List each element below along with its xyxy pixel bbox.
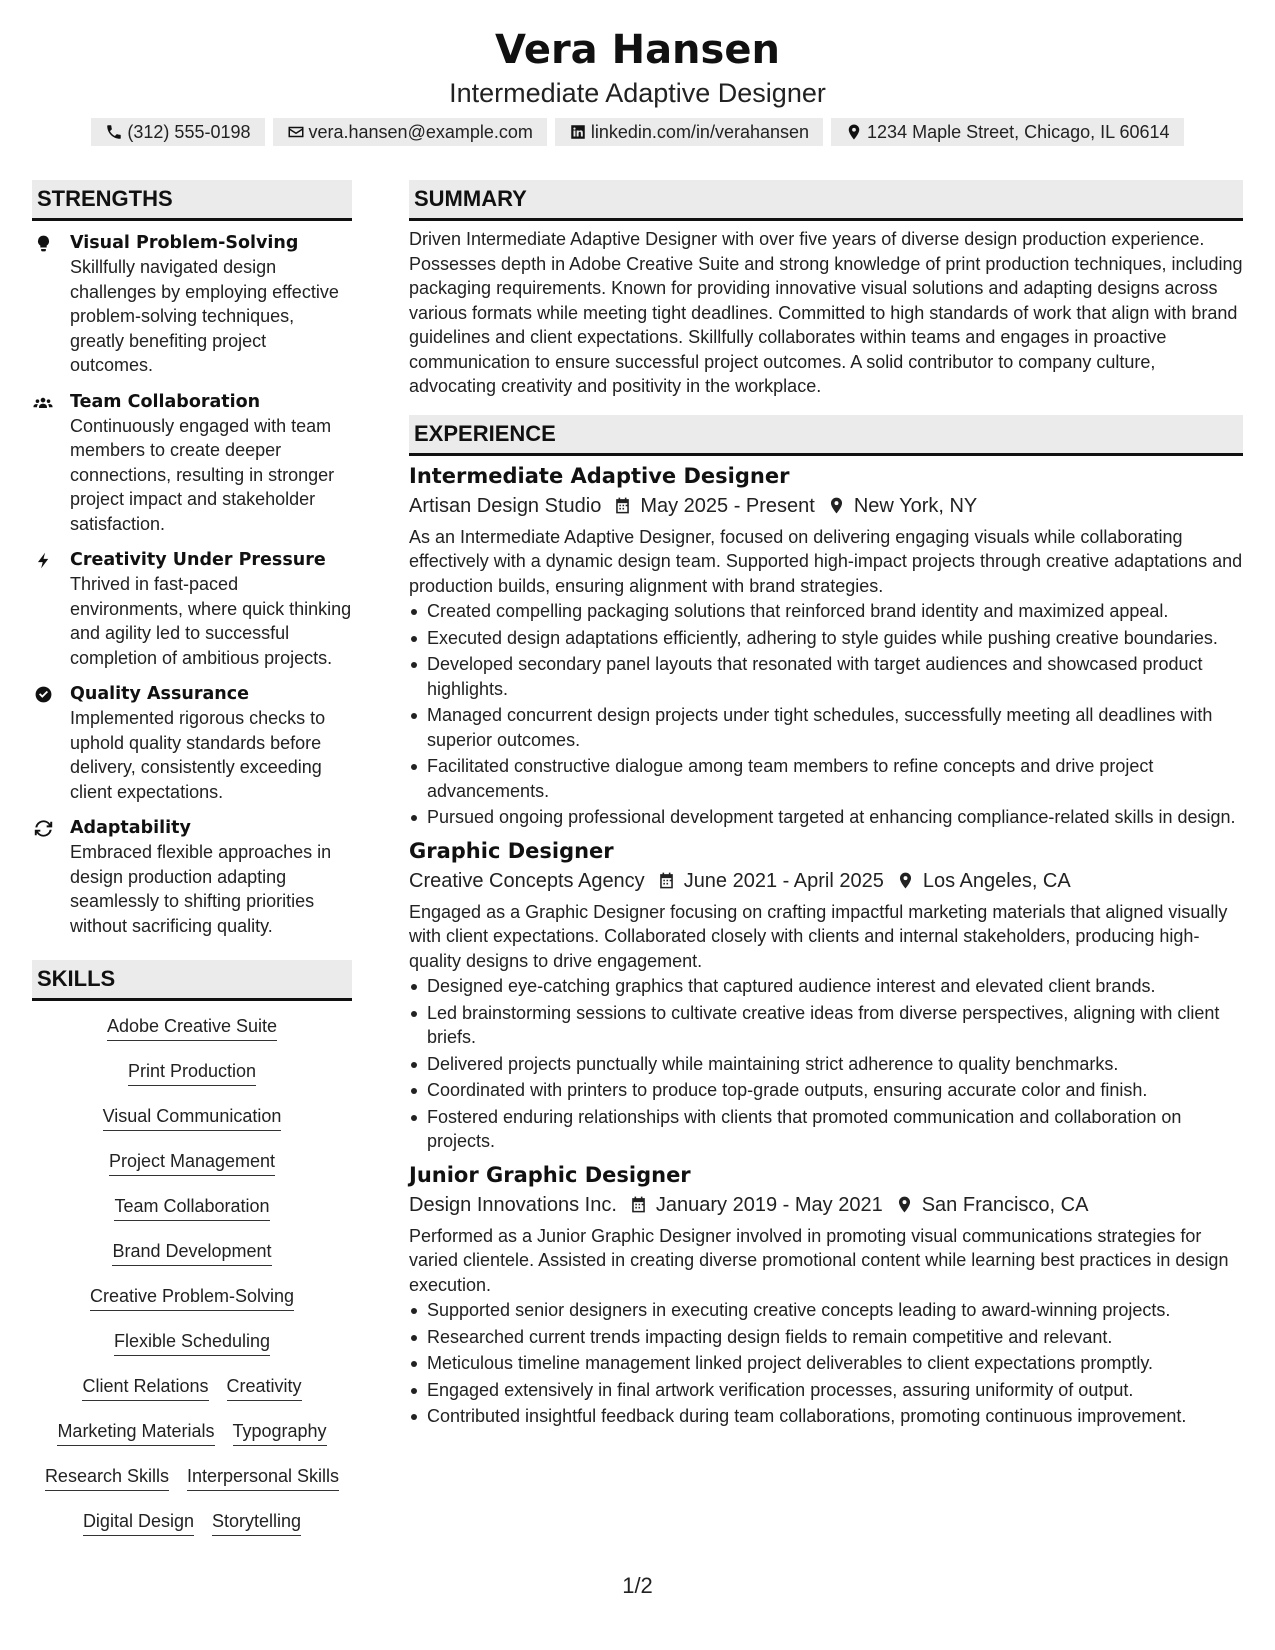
job-meta [409,1190,1243,1220]
job-title: Intermediate Adaptive Designer [409,463,790,488]
job-bullet: Engaged extensively in final artwork verification processes, assuring uniformity of output. [409,1378,1243,1403]
strength-title: Team Collaboration [70,391,261,412]
map-pin-icon [895,1195,914,1214]
job-bullet: Designed eye-catching graphics that captured audience interest and elevated client brands. [409,974,1243,999]
skill-tag: Digital Design [83,1508,194,1536]
job-bullet: Researched current trends impacting design fields to remain competitive and relevant. [409,1325,1243,1350]
job-location: Los Angeles, CA [922,869,1071,892]
skill-tag: Adobe Creative Suite [107,1013,277,1041]
job-bullet: Led brainstorming sessions to cultivate creative ideas from diverse perspectives, aligning with client briefs. [409,1001,1243,1050]
candidate-name: Vera Hansen [495,27,780,73]
job-description: Engaged as a Graphic Designer focusing on crafting impactful marketing materials that aligned visually with client expectations. Collaborated closely with clients and internal stakeholders, producing high-quality designs to drive engagement. [409,901,1228,971]
job-dates: January 2019 - May 2021 [655,1193,883,1216]
skill-tag: Creativity [227,1373,302,1401]
summary-heading: SUMMARY [409,180,1243,221]
strength-item [32,816,352,938]
skill-tag: Creative Problem-Solving [90,1283,294,1311]
skills-list [32,1013,352,1553]
job-bullet: Coordinated with printers to produce top-grade outputs, ensuring accurate color and finish. [409,1078,1243,1103]
refresh-icon [34,819,53,838]
linkedin-icon [569,123,587,141]
job-meta [409,866,1243,896]
job-bullets [409,599,1243,830]
skill-tag: Interpersonal Skills [187,1463,339,1491]
strength-title: Creativity Under Pressure [70,550,326,570]
job-bullet: Delivered projects punctually while maintaining strict adherence to quality benchmarks. [409,1052,1243,1077]
job-bullet: Fostered enduring relationships with clients that promoted communication and collaboration on projects. [409,1105,1243,1154]
skill-tag: Project Management [109,1148,275,1176]
summary-text: Driven Intermediate Adaptive Designer with over five years of diverse design production experience. Possesses depth in Adobe Creative Suite and strong knowledge of print production techniques, including packaging requirements. Known for providing innovative visual solutions and adapting designs across various formats while meeting tight deadlines. Committed to high standards of work that align with brand guidelines and client expectations. Skillfully collaborates within teams and engages in proactive communication to ensure successful project outcomes. A solid contributor to company culture, advocating creativity and positivity in the workplace. [409,229,1243,396]
skill-tag: Visual Communication [103,1103,282,1131]
strength-item [32,682,352,804]
phone-icon [105,123,123,141]
strengths-list [32,231,352,938]
job-meta [409,491,1243,521]
skill-tag: Flexible Scheduling [114,1328,270,1356]
candidate-role: Intermediate Adaptive Designer [449,78,826,108]
job-location: San Francisco, CA [921,1193,1089,1216]
job-company: Artisan Design Studio [409,494,602,517]
job-dates: May 2025 - Present [640,494,815,517]
calendar-icon [613,496,632,515]
strength-title: Quality Assurance [70,684,249,704]
strength-desc: Thrived in fast-paced environments, where quick thinking and agility led to successful completion of ambitious projects. [70,574,352,668]
skill-tag: Print Production [128,1058,256,1086]
job-bullet: Contributed insightful feedback during team collaborations, promoting continuous improvement. [409,1404,1243,1429]
job-bullets [409,974,1243,1154]
page-number: 1/2 [622,1573,653,1598]
job-dates: June 2021 - April 2025 [683,869,884,892]
job-description: As an Intermediate Adaptive Designer, focused on delivering engaging visuals while collaborating effectively with a dynamic design team. Supported high-impact projects through creative adaptations and production builds, ensuring alignment with brand strategies. [409,526,1243,596]
skills-heading: SKILLS [32,960,352,1001]
job-location: New York, NY [853,494,978,517]
strength-item [32,548,352,670]
contact-linkedin[interactable] [555,118,823,146]
contact-email[interactable] [273,118,547,146]
job-company: Creative Concepts Agency [409,869,645,892]
strengths-heading: STRENGTHS [32,180,352,221]
skill-tag: Typography [233,1418,327,1446]
contact-address [831,118,1184,146]
skill-tag: Research Skills [45,1463,169,1491]
job-bullet: Created compelling packaging solutions that reinforced brand identity and maximized appeal. [409,599,1243,624]
skill-tag: Storytelling [212,1508,301,1536]
strength-title: Adaptability [70,818,191,838]
strength-title: Visual Problem-Solving [70,233,299,253]
job-bullet: Executed design adaptations efficiently, adhering to style guides while pushing creative boundaries. [409,626,1243,651]
job-bullet: Pursued ongoing professional development targeted at enhancing compliance-related skills in design. [409,805,1243,830]
contact-phone[interactable] [91,118,264,146]
strength-desc: Skillfully navigated design challenges by employing effective problem-solving techniques, greatly benefiting project outcomes. [70,257,339,375]
right-column [409,180,1243,1435]
job-title: Graphic Designer [409,838,614,863]
skill-tag: Client Relations [82,1373,208,1401]
envelope-icon [287,123,305,141]
job-bullet: Meticulous timeline management linked project deliverables to client expectations promptly. [409,1351,1243,1376]
map-pin-icon [896,871,915,890]
strength-item [32,231,352,378]
map-pin-icon [827,496,846,515]
lightbulb-icon [34,234,53,253]
contact-bar [0,118,1275,146]
bolt-icon [34,551,53,570]
contact-email-text: vera.hansen@example.com [308,121,533,142]
experience-heading: EXPERIENCE [409,415,1243,456]
map-pin-icon [845,123,863,141]
strength-desc: Implemented rigorous checks to uphold quality standards before delivery, consistently exceeding client expectations. [70,708,326,802]
strength-item [32,390,352,537]
job-bullet: Supported senior designers in executing creative concepts leading to award-winning projects. [409,1298,1243,1323]
job-entry [409,1160,1243,1429]
calendar-icon [657,871,676,890]
skill-tag: Team Collaboration [114,1193,269,1221]
job-entry [409,461,1243,830]
contact-phone-text: (312) 555-0198 [127,121,251,142]
skill-tag: Marketing Materials [57,1418,214,1446]
job-entry [409,836,1243,1154]
strength-desc: Embraced flexible approaches in design production adapting seamlessly to shifting priorities without sacrificing quality. [70,842,332,936]
left-column [32,180,352,1553]
users-icon [31,393,55,412]
job-title: Junior Graphic Designer [409,1162,691,1187]
contact-address-text: 1234 Maple Street, Chicago, IL 60614 [867,121,1170,142]
check-circle-icon [34,685,53,704]
job-company: Design Innovations Inc. [409,1193,617,1216]
job-bullet: Developed secondary panel layouts that resonated with target audiences and showcased product highlights. [409,652,1243,701]
skill-tag: Brand Development [112,1238,271,1266]
resume-header [0,0,1275,146]
job-description: Performed as a Junior Graphic Designer involved in promoting visual communications strategies for varied clientele. Assisted in creating diverse promotional content while learning best practices in design execution. [409,1225,1229,1295]
contact-linkedin-text: linkedin.com/in/verahansen [590,121,810,142]
job-bullets [409,1298,1243,1429]
calendar-icon [629,1195,648,1214]
strength-desc: Continuously engaged with team members to create deeper connections, resulting in stronger project impact and stakeholder satisfaction. [70,415,335,534]
job-bullet: Managed concurrent design projects under tight schedules, successfully meeting all deadlines with superior outcomes. [409,703,1243,752]
job-bullet: Facilitated constructive dialogue among team members to refine concepts and drive project advancements. [409,754,1243,803]
